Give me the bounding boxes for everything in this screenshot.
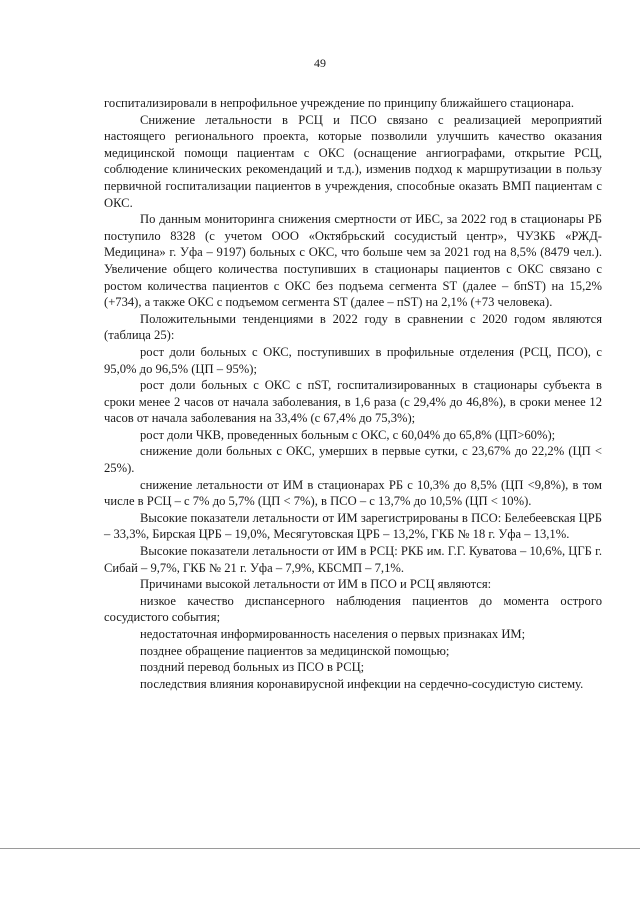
paragraph-mortality-reduction: Снижение летальности в РСЦ и ПСО связано с реализацией мероприятий настоящего регионального проекта, которые позволили улучшить качество оказания медицинской помощи пациентам с ОКС (оснащение ангиографами, открытие РСЦ, соблюдение клинических рекомендаций и т.д.), изменив подход к маршрутизации в пользу первичной госпитализации пациентов в учреждения, способные оказать ВМП пациентам с ОКС.: [104, 112, 602, 210]
paragraph-causes-intro: Причинами высокой летальности от ИМ в ПСО и РСЦ являются:: [140, 577, 492, 592]
list-item-cause-covid: последствия влияния коронавирусной инфекции на сердечно-сосудистую систему.: [140, 676, 584, 691]
paragraph-high-mortality-pso: Высокие показатели летальности от ИМ зарегистрированы в ПСО: Белебеевская ЦРБ – 33,3%, Бирская ЦРБ – 19,0%, Месягутовская ЦРБ – 13,2%, ГКБ № 18 г. Уфа – 13,1%.: [104, 510, 602, 542]
list-item-cause-awareness: недостаточная информированность населения о первых признаках ИМ;: [140, 627, 526, 641]
paragraph-positive-trends-intro: Положительными тенденциями в 2022 году в сравнении с 2020 годом являются (таблица 25):: [104, 311, 602, 343]
bottom-divider: [0, 848, 640, 849]
list-item-hospitalization-time: рост доли больных с ОКС с пST, госпитализированных в стационары субъекта в сроки менее 2 часов от начала заболевания, в 1,6 раза (с 29,4% до 46,8%), в сроки менее 12 часов от начала заболевания на 33,4% (с 67,4% до 75,3%);: [104, 378, 602, 426]
list-item-cause-late-visit: позднее обращение пациентов за медицинской помощью;: [140, 643, 450, 658]
page-body: [104, 95, 602, 692]
list-item-profile-departments: рост доли больных с ОКС, поступивших в профильные отделения (РСЦ, ПСО), с 95,0% до 96,5% (ЦП – 95%);: [104, 344, 602, 376]
list-item-pci-share: рост доли ЧКВ, проведенных больным с ОКС, с 60,04% до 65,8% (ЦП>60%);: [140, 427, 556, 442]
paragraph-monitoring-data: По данным мониторинга снижения смертности от ИБС, за 2022 год в стационары РБ поступило 8328 (с учетом ООО «Октябрьский сосудистый центр», ЧУЗКБ «РЖД-Медицина» г. Уфа – 9197) больных с ОКС, что больше чем за 2021 год на 8,5% (8479 чел.). Увеличение общего количества поступивших в стационары пациентов с ОКС связано с ростом количества пациентов с ОКС без подъема сегмента ST (далее – бпST) на 15,2% (+734), а также ОКС с подъемом сегмента ST (далее – пST) на 2,1% (+73 человека).: [104, 212, 602, 310]
list-item-cause-late-transfer: поздний перевод больных из ПСО в РСЦ;: [140, 660, 365, 675]
list-item-first-day-deaths: снижение доли больных с ОКС, умерших в первые сутки, с 23,67% до 22,2% (ЦП < 25%).: [104, 444, 602, 476]
paragraph-high-mortality-rsc: Высокие показатели летальности от ИМ в РСЦ: РКБ им. Г.Г. Куватова – 10,6%, ЦГБ г. Сибай – 9,7%, ГКБ № 21 г. Уфа – 7,9%, КБСМП – 7,1%.: [104, 544, 602, 575]
list-item-mi-mortality: снижение летальности от ИМ в стационарах РБ с 10,3% до 8,5% (ЦП <9,8%), в том числе в РСЦ – с 7% до 5,7% (ЦП < 7%), в ПСО – с 13,7% до 10,5% (ЦП < 10%).: [104, 477, 602, 509]
page-number: 49: [314, 56, 326, 70]
list-item-cause-dispensary: низкое качество диспансерного наблюдения пациентов до момента острого сосудистого события;: [104, 593, 602, 625]
paragraph-continuation: госпитализировали в непрофильное учреждение по принципу ближайшего стационара.: [104, 96, 574, 110]
